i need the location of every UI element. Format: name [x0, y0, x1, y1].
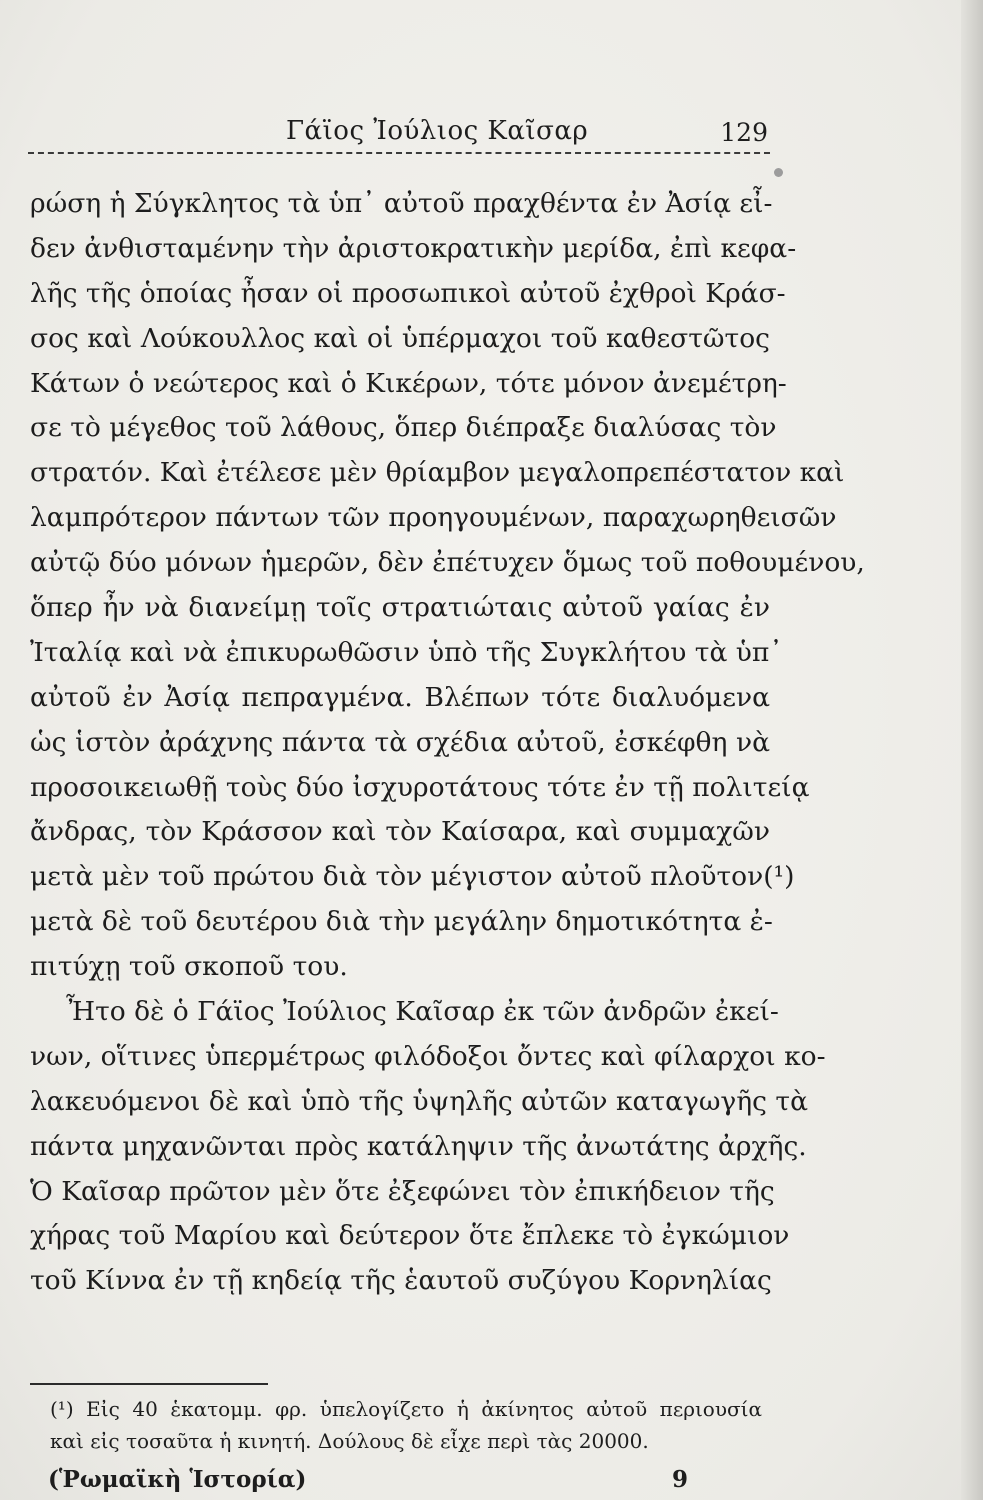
text-line: σος καὶ Λούκουλλος καὶ οἱ ὑπέρμαχοι τοῦ καθεστῶτος	[30, 322, 770, 354]
text-line: πάντα μηχανῶνται πρὸς κατάληψιν τῆς ἀνωτάτης ἀρχῆς.	[30, 1130, 807, 1162]
text-line: λῆς τῆς ὁποίας ἦσαν οἱ προσωπικοὶ αὐτοῦ ἐχθροὶ Κράσ-	[30, 277, 786, 309]
signature-line	[48, 1466, 688, 1500]
text-line: νων, οἵτινες ὑπερμέτρως φιλόδοξοι ὄντες καὶ φίλαρχοι κο-	[30, 1040, 826, 1072]
footnote	[50, 1393, 762, 1457]
text-line: τοῦ Κίννα ἐν τῇ κηδείᾳ τῆς ἑαυτοῦ συζύγου Κορνηλίας	[30, 1265, 772, 1297]
text-line: δεν ἀνθισταμένην τὴν ἀριστοκρατικὴν μερίδα, ἐπὶ κεφα-	[30, 232, 797, 264]
text-line: μετὰ δὲ τοῦ δευτέρου διὰ τὴν μεγάλην δημοτικότητα ἐ-	[30, 906, 773, 938]
text-line: Ὁ Καῖσαρ πρῶτον μὲν ὅτε ἐξεφώνει τὸν ἐπικήδειον τῆς	[30, 1175, 775, 1207]
text-line: χήρας τοῦ Μαρίου καὶ δεύτερον ὅτε ἔπλεκε τὸ ἐγκώμιον	[30, 1220, 790, 1252]
text-line: μετὰ μὲν τοῦ πρώτου διὰ τὸν μέγιστον αὐτοῦ πλοῦτον(¹)	[30, 861, 795, 893]
text-line: ρώση ἡ Σύγκλητος τὰ ὑπ᾽ αὐτοῦ πραχθέντα ἐν Ἀσίᾳ εἶ-	[30, 188, 773, 219]
signature-title: (Ῥωμαϊκὴ Ἱστορία)	[48, 1466, 307, 1493]
text-line: προσοικειωθῇ τοὺς δύο ἰσχυροτάτους τότε ἐν τῇ πολιτείᾳ	[30, 771, 810, 803]
text-line: αὐτῷ δύο μόνων ἡμερῶν, δὲν ἐπέτυχεν ὅμως τοῦ ποθουμένου,	[30, 547, 865, 579]
footnote-line: (¹) Εἰς 40 ἑκατομμ. φρ. ὑπελογίζετο ἡ ἀκίνητος αὐτοῦ περιουσία	[50, 1397, 762, 1421]
text-line: σε τὸ μέγεθος τοῦ λάθους, ὅπερ διέπραξε διαλύσας τὸν	[30, 412, 777, 444]
page-edge-shadow	[961, 0, 983, 1500]
footnote-rule	[30, 1383, 268, 1385]
page-header	[28, 112, 768, 152]
text-line: αὐτοῦ ἐν Ἀσίᾳ πεπραγμένα. Βλέπων τότε διαλυόμενα	[30, 681, 770, 713]
text-line: Ἰταλίᾳ καὶ νὰ ἐπικυρωθῶσιν ὑπὸ τῆς Συγκλήτου τὰ ὑπ᾽	[30, 636, 783, 668]
running-title: Γάϊος Ἰούλιος Καῖσαρ	[286, 116, 589, 146]
page-number: 129	[720, 118, 768, 147]
footnote-line: καὶ εἰς τοσαῦτα ἡ κινητή. Δούλους δὲ εἶχε περὶ τὰς 20000.	[50, 1429, 649, 1453]
header-rule	[28, 152, 770, 154]
text-line: ὡς ἱστὸν ἀράχνης πάντα τὰ σχέδια αὐτοῦ, ἐσκέφθη νὰ	[30, 726, 770, 758]
ink-mark	[774, 168, 783, 177]
signature-number: 9	[671, 1466, 688, 1493]
text-line: Ἦτο δὲ ὁ Γάϊος Ἰούλιος Καῖσαρ ἐκ τῶν ἀνδρῶν ἐκεί-	[66, 996, 779, 1028]
text-line: ἄνδρας, τὸν Κράσσον καὶ τὸν Καίσαρα, καὶ συμμαχῶν	[30, 816, 770, 848]
body-text	[30, 182, 865, 1304]
text-line: στρατόν. Καὶ ἐτέλεσε μὲν θρίαμβον μεγαλοπρεπέστατον καὶ	[30, 457, 845, 489]
text-line: ὅπερ ἦν νὰ διανείμῃ τοῖς στρατιώταις αὐτοῦ γαίας ἐν	[30, 592, 770, 624]
text-line: λακευόμενοι δὲ καὶ ὑπὸ τῆς ὑψηλῆς αὐτῶν καταγωγῆς τὰ	[30, 1085, 808, 1117]
text-line: λαμπρότερον πάντων τῶν προηγουμένων, παραχωρηθεισῶν	[30, 502, 837, 534]
text-line: Κάτων ὁ νεώτερος καὶ ὁ Κικέρων, τότε μόνον ἀνεμέτρη-	[30, 367, 787, 399]
text-line: πιτύχῃ τοῦ σκοποῦ του.	[30, 951, 348, 983]
